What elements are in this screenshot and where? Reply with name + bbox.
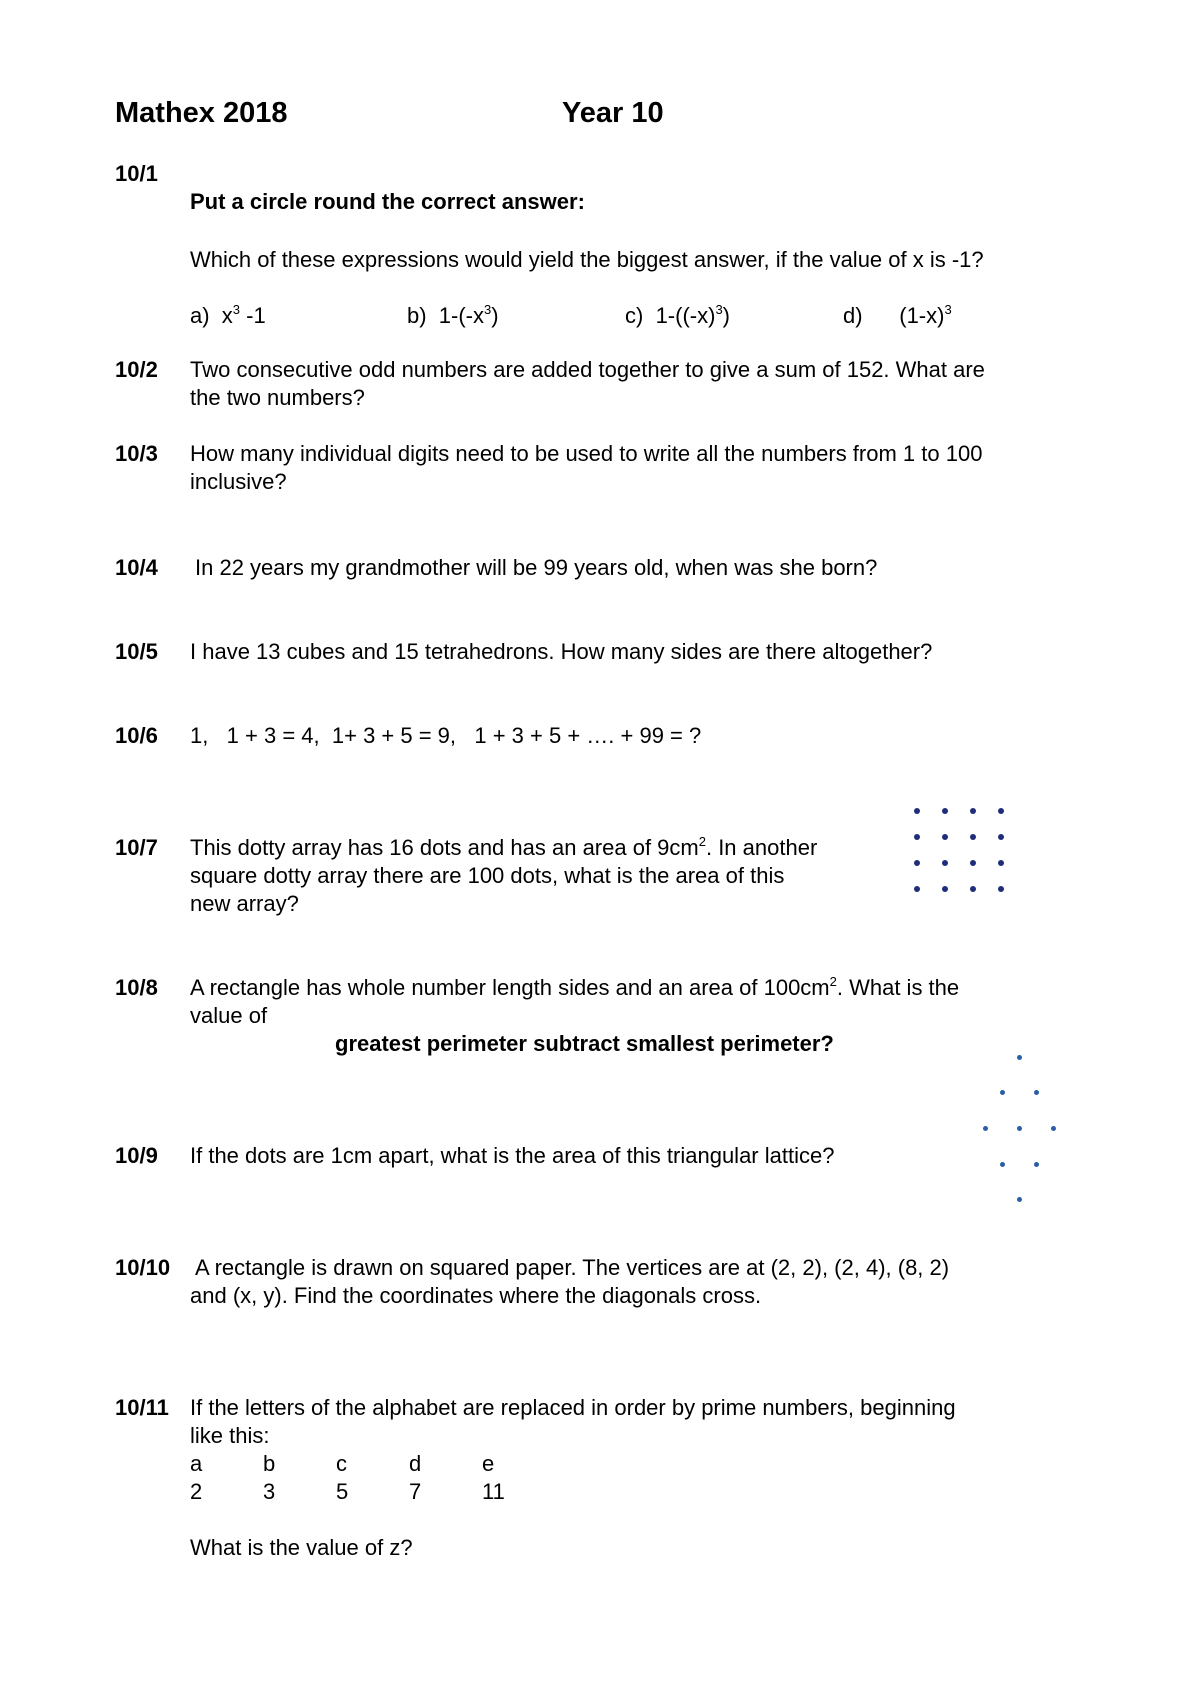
question-number: 10/1 — [115, 161, 158, 186]
prime-cell: 7 — [409, 1479, 422, 1504]
dot — [942, 860, 948, 866]
dot — [942, 886, 948, 892]
dot — [1017, 1197, 1022, 1202]
question-text: If the letters of the alphabet are replaced in order by prime numbers, beginning — [190, 1395, 956, 1420]
option-expression: $x^3$ -1 — [221, 301, 266, 328]
question-text: This dotty array has 16 dots and has an area of $9cm^2$. In another — [190, 833, 818, 860]
question-number: 10/5 — [115, 639, 158, 664]
question-text: and (x, y). Find the coordinates where the diagonals cross. — [190, 1283, 762, 1308]
prime-table — [190, 1450, 555, 1506]
dot — [942, 834, 948, 840]
dot — [970, 834, 976, 840]
question-number: 10/4 — [115, 555, 158, 580]
question-text: like this: — [190, 1423, 270, 1448]
question-number: 10/6 — [115, 723, 158, 748]
primes-row — [190, 1478, 555, 1506]
dot — [1051, 1126, 1056, 1131]
question-text: square dotty array there are 100 dots, what is the area of this — [190, 863, 785, 888]
instruction: Put a circle round the correct answer: — [190, 189, 585, 214]
letter-cell: d — [409, 1451, 422, 1476]
prime-cell: 3 — [263, 1479, 276, 1504]
year-label: Year 10 — [562, 97, 664, 129]
question-text: What is the value of z? — [190, 1535, 413, 1560]
question-text: A rectangle has whole number length sides and an area of $100cm^2$. What is the — [190, 973, 960, 1000]
question-text: Two consecutive odd numbers are added together to give a sum of 152. What are — [190, 357, 985, 382]
letter-cell: c — [336, 1451, 347, 1476]
letter-cell: b — [263, 1451, 276, 1476]
document-title: Mathex 2018 — [115, 97, 288, 129]
option-c[interactable] — [625, 302, 730, 330]
option-label: d) — [843, 303, 863, 328]
dot — [970, 860, 976, 866]
prime-cell: 5 — [336, 1479, 349, 1504]
dot — [914, 808, 920, 814]
dot — [970, 808, 976, 814]
question-text: 1, 1 + 3 = 4, 1+ 3 + 5 = 9, 1 + 3 + 5 + …. + 99 = ? — [190, 723, 702, 748]
option-label: a) — [190, 303, 210, 328]
dot — [983, 1126, 988, 1131]
option-expression: $1-((-x)^3)$ — [655, 301, 730, 328]
dot — [1000, 1162, 1005, 1167]
dot — [914, 860, 920, 866]
option-label: c) — [625, 303, 644, 328]
option-expression: $(1-x)^3$ — [899, 301, 952, 328]
dot — [1017, 1055, 1022, 1060]
emphasis-text: greatest perimeter subtract smallest perimeter? — [335, 1031, 834, 1056]
letters-row — [190, 1450, 555, 1478]
prime-cell: 11 — [482, 1479, 505, 1504]
letter-cell: a — [190, 1451, 203, 1476]
dot — [970, 886, 976, 892]
letter-cell: e — [482, 1451, 495, 1476]
dot — [1000, 1090, 1005, 1095]
question-text: inclusive? — [190, 469, 287, 494]
question-text: If the dots are 1cm apart, what is the area of this triangular lattice? — [190, 1143, 835, 1168]
dot — [1034, 1162, 1039, 1167]
option-expression: $1-(-x^3)$ — [438, 301, 499, 328]
question-text: I have 13 cubes and 15 tetrahedrons. How many sides are there altogether? — [190, 639, 933, 664]
question-text: the two numbers? — [190, 385, 365, 410]
question-number: 10/7 — [115, 835, 158, 860]
option-d[interactable] — [843, 302, 952, 330]
question-text: In 22 years my grandmother will be 99 years old, when was she born? — [195, 555, 878, 580]
dot — [998, 860, 1004, 866]
question-number: 10/3 — [115, 441, 158, 466]
dot — [942, 808, 948, 814]
question-number: 10/2 — [115, 357, 158, 382]
dot — [1034, 1090, 1039, 1095]
question-text: Which of these expressions would yield the biggest answer, if the value of x is -1? — [190, 247, 984, 272]
dot — [914, 834, 920, 840]
prime-cell: 2 — [190, 1479, 203, 1504]
question-number: 10/10 — [115, 1255, 171, 1280]
question-number: 10/9 — [115, 1143, 158, 1168]
dot — [998, 808, 1004, 814]
question-text: value of — [190, 1003, 268, 1028]
question-text: A rectangle is drawn on squared paper. The vertices are at (2, 2), (2, 4), (8, 2) — [195, 1255, 950, 1280]
dot — [914, 886, 920, 892]
dot — [998, 834, 1004, 840]
question-number: 10/11 — [115, 1395, 169, 1420]
question-text: new array? — [190, 891, 299, 916]
option-b[interactable] — [407, 302, 499, 330]
question-number: 10/8 — [115, 975, 158, 1000]
option-a[interactable] — [190, 302, 266, 330]
dot — [998, 886, 1004, 892]
option-label: b) — [407, 303, 427, 328]
dot — [1017, 1126, 1022, 1131]
question-text: How many individual digits need to be used to write all the numbers from 1 to 100 — [190, 441, 983, 466]
